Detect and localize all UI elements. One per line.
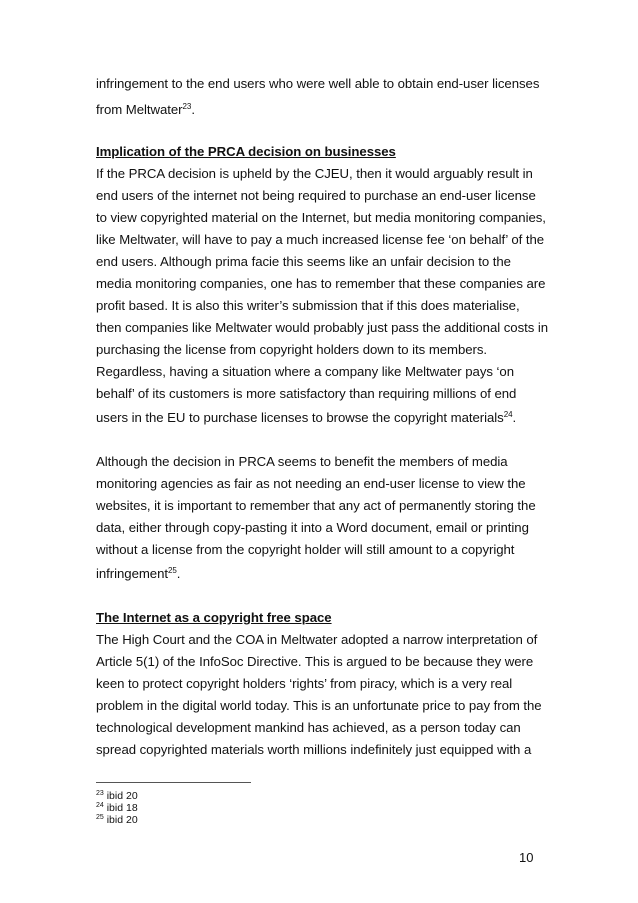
body-text: users in the EU to purchase licenses to browse the copyright materials	[96, 410, 504, 425]
footnote	[96, 802, 138, 814]
body-line: end users. Although prima facie this seems like an unfair decision to the	[96, 254, 511, 269]
body-line: If the PRCA decision is upheld by the CJEU, then it would arguably result in	[96, 166, 533, 181]
body-line: spread copyrighted materials worth millions indefinitely just equipped with a	[96, 742, 532, 757]
footnote-text: ibid 20	[106, 790, 138, 802]
body-line: The High Court and the COA in Meltwater adopted a narrow interpretation of	[96, 632, 538, 647]
body-line: data, either through copy-pasting it into a Word document, email or printing	[96, 520, 529, 535]
section-heading: The Internet as a copyright free space	[96, 610, 332, 625]
body-text: .	[191, 102, 195, 117]
body-line	[96, 102, 195, 118]
footnote-text: ibid 20	[106, 814, 138, 826]
footnote-number: 23	[96, 790, 104, 797]
body-line: problem in the digital world today. This is an unfortunate price to pay from the	[96, 698, 542, 713]
body-line: keen to protect copyright holders ‘rights’ from piracy, which is a very real	[96, 676, 513, 691]
body-line: like Meltwater, will have to pay a much increased license fee ‘on behalf’ of the	[96, 232, 545, 247]
footnote-separator	[96, 782, 251, 783]
body-line: behalf’ of its customers is more satisfactory than requiring millions of end	[96, 386, 517, 401]
body-line	[96, 566, 180, 582]
body-line: media monitoring companies, one has to remember that these companies are	[96, 276, 546, 291]
body-line: without a license from the copyright holder will still amount to a copyright	[96, 542, 515, 557]
body-line: technological development mankind has achieved, as a person today can	[96, 720, 521, 735]
footnote-ref: 23	[182, 102, 192, 111]
body-text: .	[176, 566, 181, 581]
body-line: Although the decision in PRCA seems to benefit the members of media	[96, 454, 508, 469]
footnote-text: ibid 18	[106, 802, 138, 814]
body-line: Regardless, having a situation where a company like Meltwater pays ‘on	[96, 364, 514, 379]
footnote-ref: 25	[167, 566, 177, 575]
body-line: to view copyrighted material on the Internet, but media monitoring companies,	[96, 210, 546, 225]
body-line: purchasing the license from copyright holders down to its members.	[96, 342, 488, 357]
footnote	[96, 814, 138, 826]
body-line	[96, 410, 516, 426]
body-text: infringement	[96, 566, 168, 581]
body-line: then companies like Meltwater would probably just pass the additional costs in	[96, 320, 549, 335]
footnote-number: 25	[96, 814, 104, 821]
body-line: websites, it is important to remember that any act of permanently storing the	[96, 498, 536, 513]
footnote-number: 24	[96, 802, 104, 809]
body-line: profit based. It is also this writer’s submission that if this does materialise,	[96, 298, 520, 313]
page-number: 10	[519, 850, 534, 865]
body-line: monitoring agencies as fair as not needing an end-user license to view the	[96, 476, 526, 491]
section-heading: Implication of the PRCA decision on businesses	[96, 144, 396, 159]
body-line: infringement to the end users who were well able to obtain end-user licenses	[96, 76, 540, 91]
body-text: from Meltwater	[96, 102, 183, 117]
footnote-ref: 24	[503, 410, 513, 419]
body-text: .	[512, 410, 517, 425]
footnote	[96, 790, 138, 802]
body-line: Article 5(1) of the InfoSoc Directive. This is argued to be because they were	[96, 654, 534, 669]
body-line: end users of the internet not being required to purchase an end-user license	[96, 188, 536, 203]
